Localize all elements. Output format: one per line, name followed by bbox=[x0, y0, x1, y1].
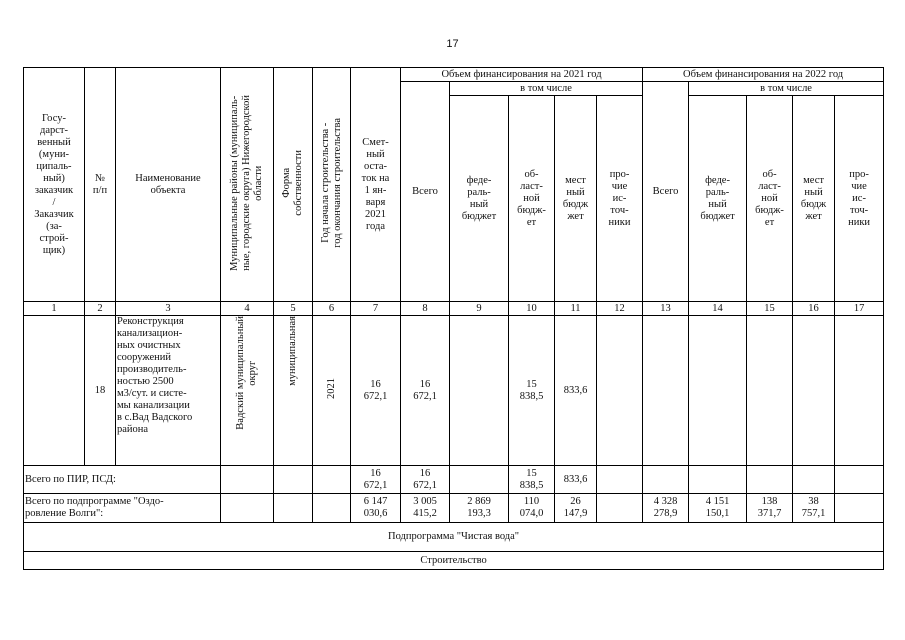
subprogram-federal-2021: 2 869 193,3 bbox=[450, 494, 509, 523]
table-row-subprogram-total bbox=[24, 494, 884, 523]
object-federal-2021 bbox=[450, 316, 509, 466]
pir-total-2021: 16 672,1 bbox=[401, 466, 450, 494]
section-construction: Строительство bbox=[24, 552, 884, 570]
header-fin-2021: Объем финансирования на 2021 год bbox=[401, 68, 643, 82]
object-local-2022 bbox=[793, 316, 835, 466]
table-row-pir-total bbox=[24, 466, 884, 494]
object-regional-2021: 15 838,5 bbox=[509, 316, 555, 466]
col-number: 7 bbox=[351, 302, 401, 316]
subprogram-total-2022: 4 328 278,9 bbox=[643, 494, 689, 523]
col-number: 12 bbox=[597, 302, 643, 316]
column-number-row bbox=[24, 302, 884, 316]
subprogram-local-2022: 38 757,1 bbox=[793, 494, 835, 523]
header-total-2022: Всего bbox=[643, 82, 689, 302]
object-total-2022 bbox=[643, 316, 689, 466]
pir-local-2022 bbox=[793, 466, 835, 494]
pir-federal-2022 bbox=[689, 466, 747, 494]
object-municipal bbox=[221, 316, 274, 466]
object-years bbox=[313, 316, 351, 466]
section-row-construction bbox=[24, 552, 884, 570]
col-number: 17 bbox=[835, 302, 884, 316]
object-municipal-text: Вадский муниципальный округ bbox=[235, 316, 258, 430]
header-total-2021: Всего bbox=[401, 82, 450, 302]
object-regional-2022 bbox=[747, 316, 793, 466]
object-num: 18 bbox=[85, 316, 116, 466]
col-number: 10 bbox=[509, 302, 555, 316]
pir-total-label: Всего по ПИР, ПСД: bbox=[24, 466, 221, 494]
pir-total-2022 bbox=[643, 466, 689, 494]
pir-regional-2022 bbox=[747, 466, 793, 494]
header-object-name: Наименование объекта bbox=[116, 68, 221, 302]
header-years-text: Год начала строительства - год окончания строительства bbox=[319, 117, 343, 248]
header-ownership-text: Форма собственности bbox=[281, 149, 304, 216]
col-number: 4 bbox=[221, 302, 274, 316]
header-regional-2022: об- ласт- ной бюдж- ет bbox=[747, 96, 793, 302]
object-total-2021: 16 672,1 bbox=[401, 316, 450, 466]
header-customer: Госу- дарст- венный (муни- ципаль- ный) заказчик / Заказчик (за- строй- щик) bbox=[24, 68, 85, 302]
col-number: 9 bbox=[450, 302, 509, 316]
object-balance: 16 672,1 bbox=[351, 316, 401, 466]
header-regional-2021: об- ласт- ной бюдж- ет bbox=[509, 96, 555, 302]
subprogram-local-2021: 26 147,9 bbox=[555, 494, 597, 523]
col-number: 3 bbox=[116, 302, 221, 316]
pir-balance: 16 672,1 bbox=[351, 466, 401, 494]
pir-other-2021 bbox=[597, 466, 643, 494]
header-federal-2021: феде- раль- ный бюджет bbox=[450, 96, 509, 302]
header-num: № п/п bbox=[85, 68, 116, 302]
object-local-2021: 833,6 bbox=[555, 316, 597, 466]
section-row-clean-water bbox=[24, 523, 884, 552]
pir-other-2022 bbox=[835, 466, 884, 494]
table-row-object bbox=[24, 316, 884, 466]
col-number: 6 bbox=[313, 302, 351, 316]
pir-federal-2021 bbox=[450, 466, 509, 494]
col-number: 2 bbox=[85, 302, 116, 316]
object-federal-2022 bbox=[689, 316, 747, 466]
header-fin-2022: Объем финансирования на 2022 год bbox=[643, 68, 884, 82]
col-number: 13 bbox=[643, 302, 689, 316]
header-other-2021: про- чие ис- точ- ники bbox=[597, 96, 643, 302]
col-number: 8 bbox=[401, 302, 450, 316]
subprogram-other-2021 bbox=[597, 494, 643, 523]
header-local-2021: мест ный бюдж жет bbox=[555, 96, 597, 302]
header-federal-2022: феде- раль- ный бюджет bbox=[689, 96, 747, 302]
col-number: 16 bbox=[793, 302, 835, 316]
header-ownership bbox=[274, 68, 313, 302]
header-including-2022: в том числе bbox=[689, 82, 884, 96]
subprogram-ownership bbox=[274, 494, 313, 523]
object-other-2022 bbox=[835, 316, 884, 466]
col-number: 11 bbox=[555, 302, 597, 316]
subprogram-balance: 6 147 030,6 bbox=[351, 494, 401, 523]
pir-years bbox=[313, 466, 351, 494]
subprogram-regional-2021: 110 074,0 bbox=[509, 494, 555, 523]
section-clean-water: Подпрограмма "Чистая вода" bbox=[24, 523, 884, 552]
pir-regional-2021: 15 838,5 bbox=[509, 466, 555, 494]
header-municipal bbox=[221, 68, 274, 302]
object-ownership-text: муниципальная bbox=[287, 316, 298, 386]
page-number: 17 bbox=[446, 38, 459, 50]
object-name: Реконструкция канализацион- ных очистных сооружений производитель- ностью 2500 м3/сут. и систе- мы канализации в с.Вад Вадского района bbox=[116, 316, 221, 466]
header-years bbox=[313, 68, 351, 302]
subprogram-federal-2022: 4 151 150,1 bbox=[689, 494, 747, 523]
col-number: 5 bbox=[274, 302, 313, 316]
pir-municipal bbox=[221, 466, 274, 494]
subprogram-total-2021: 3 005 415,2 bbox=[401, 494, 450, 523]
header-other-2022: про- чие ис- точ- ники bbox=[835, 96, 884, 302]
financing-table bbox=[23, 67, 884, 570]
col-number: 14 bbox=[689, 302, 747, 316]
pir-local-2021: 833,6 bbox=[555, 466, 597, 494]
subprogram-regional-2022: 138 371,7 bbox=[747, 494, 793, 523]
header-local-2022: мест ный бюдж жет bbox=[793, 96, 835, 302]
subprogram-years bbox=[313, 494, 351, 523]
header-balance: Смет- ный оста- ток на 1 ян- варя 2021 года bbox=[351, 68, 401, 302]
header-municipal-text: Муниципальные районы (муниципаль- ные, городские округа) Нижегородской области bbox=[229, 94, 264, 271]
subprogram-other-2022 bbox=[835, 494, 884, 523]
subprogram-total-label: Всего по подпрограмме "Оздо- ровление Волги": bbox=[24, 494, 221, 523]
col-number: 15 bbox=[747, 302, 793, 316]
subprogram-municipal bbox=[221, 494, 274, 523]
pir-ownership bbox=[274, 466, 313, 494]
object-customer bbox=[24, 316, 85, 466]
object-years-text: 2021 bbox=[325, 378, 337, 399]
object-other-2021 bbox=[597, 316, 643, 466]
object-ownership bbox=[274, 316, 313, 466]
header-including-2021: в том числе bbox=[450, 82, 643, 96]
col-number: 1 bbox=[24, 302, 85, 316]
